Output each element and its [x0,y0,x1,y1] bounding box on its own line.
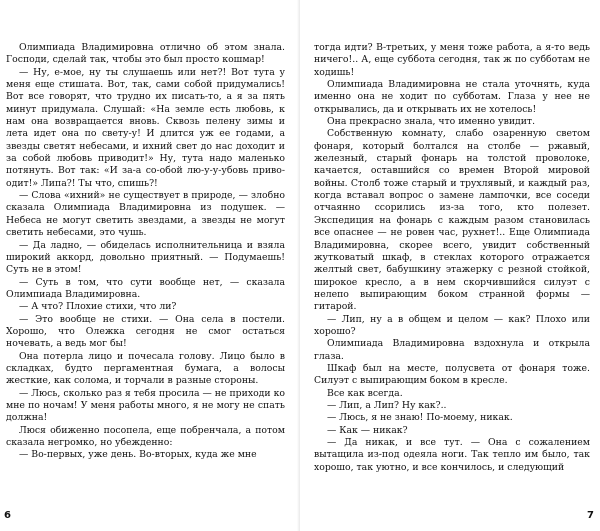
paragraph: — Слова «ихний» не существует в природе, — злобно сказала Олимпиада Владимировна из подушек. — Небеса не могут светить звездами, а звезды не могут светить небесами, это чушь. [6,190,285,239]
paragraph: — Во-первых, уже день. Во-вторых, куда же мне [19,449,257,461]
paragraph: Она потерла лицо и почесала голову. Лицо было в складках, будто пергаментная бумага, а волосы жесткие, как солома, и торчали в разные стороны. [6,350,285,387]
paragraph: Олимпиада Владимировна вздохнула и открыла глаза. [314,338,590,362]
paragraph: Олимпиада Владимировна не стала уточнять, куда именно она не ходит по субботам. Глаза у нее не открывались, да и открывать их не хотелось! [314,79,590,115]
paragraph: — Как — никак? [327,424,408,436]
paragraph: Шкаф был на месте, полусвета от фонаря тоже. Силуэт с выпирающим боком в кресле. [314,362,590,387]
paragraph: Люся обиженно посопела, еще побренчала, а потом сказала негромко, но убежденно: [6,424,285,448]
paragraph: — А что? Плохие стихи, что ли? [19,301,177,313]
paragraph: Она прекрасно знала, что именно увидит. [327,116,536,128]
paragraph: — Да ладно, — обиделась исполнительница и взяла широкий аккорд, довольно приятный. — Подумаешь! Суть не в этом! [6,239,285,276]
continued-paragraph: тогда идти? В-третьих, у меня тоже работа, а я-то ведь ничего!.. А, еще суббота сегодня, так ж по субботам не ходишь! [314,42,590,78]
paragraph: — Лип, ну а в общем и целом — как? Плохо или хорошо? [314,313,590,337]
paragraph: — Да никак, и все тут. — Она с сожалением вытащила из-под одеяла ноги. Так тепло им было, так хорошо, так уютно, и все кончилось, и следующий [314,437,590,473]
right-page [300,0,600,531]
page-number-left: 6 [4,510,11,521]
paragraph: — Лип, а Лип? Ну как?.. [327,399,447,411]
paragraph: Собственную комнату, слабо озаренную светом фонаря, который болтался на столбе — ржавый, железный, старый фонарь на толстой проволоке, качается, оставшийся со времен Второй мировой войны. Столб тоже старый и трухлявый, и каждый раз, когда вставал вопрос о замене лампочки, все соседи отчаянно ссорились из-за того, кто полезет. Экспедиция на фонарь с каждым разом становилась все опаснее — не ровен час, рухнет!.. Еще Олимпиада Владимировна, скорее всего, увидит собственный жутковатый шкаф, в стеклах которого отражается желтый свет, бабушкину этажерку с резной стойкой, широкое кресло, а в нем скорчившийся силуэт с нелепо выпирающим боком странной формы — гитарой. [314,128,590,313]
paragraph: — Ну, е-мое, ну ты слушаешь или нет?! Вот тута у меня еще стишата. Вот, так, сами собой придумались! Вот все говорят, что трудно их писать-то, а я за пять минут придумала. Слушай: «На земле есть любовь, к нам она возвращается вновь. Сквозь пелену зимы и лета идет она по свету-у! И длится уж ее годами, а звезды светят небесами, и ихний свет до нас доходит и за собой любовь приводит!» Ну, тута надо маленько потянуть. Вот так: «И за-а со-обой лю-у-у-убовь приво-одит!» Липа?! Ты что, спишь?! [6,66,285,189]
paragraph: — Суть в том, что сути вообще нет, — сказала Олимпиада Владимировна. [6,276,285,300]
paragraph: — Люсь, я не знаю! По-моему, никак. [327,412,513,424]
paragraph: Олимпиада Владимировна отлично об этом знала. Господи, сделай так, чтобы это был просто кошмар! [6,42,285,66]
page-number-right: 7 [587,510,594,521]
paragraph: — Это вообще не стихи. — Она села в постели. Хорошо, что Олежка сегодня не смог остаться ночевать, а ведь мог бы! [6,313,285,350]
left-page-text [6,42,285,462]
paragraph: Все как всегда. [327,387,403,399]
right-page-text [314,42,590,474]
paragraph: — Люсь, сколько раз я тебя просила — не приходи ко мне по ночам! У меня работы много, я не могу не спать должна! [6,387,285,424]
